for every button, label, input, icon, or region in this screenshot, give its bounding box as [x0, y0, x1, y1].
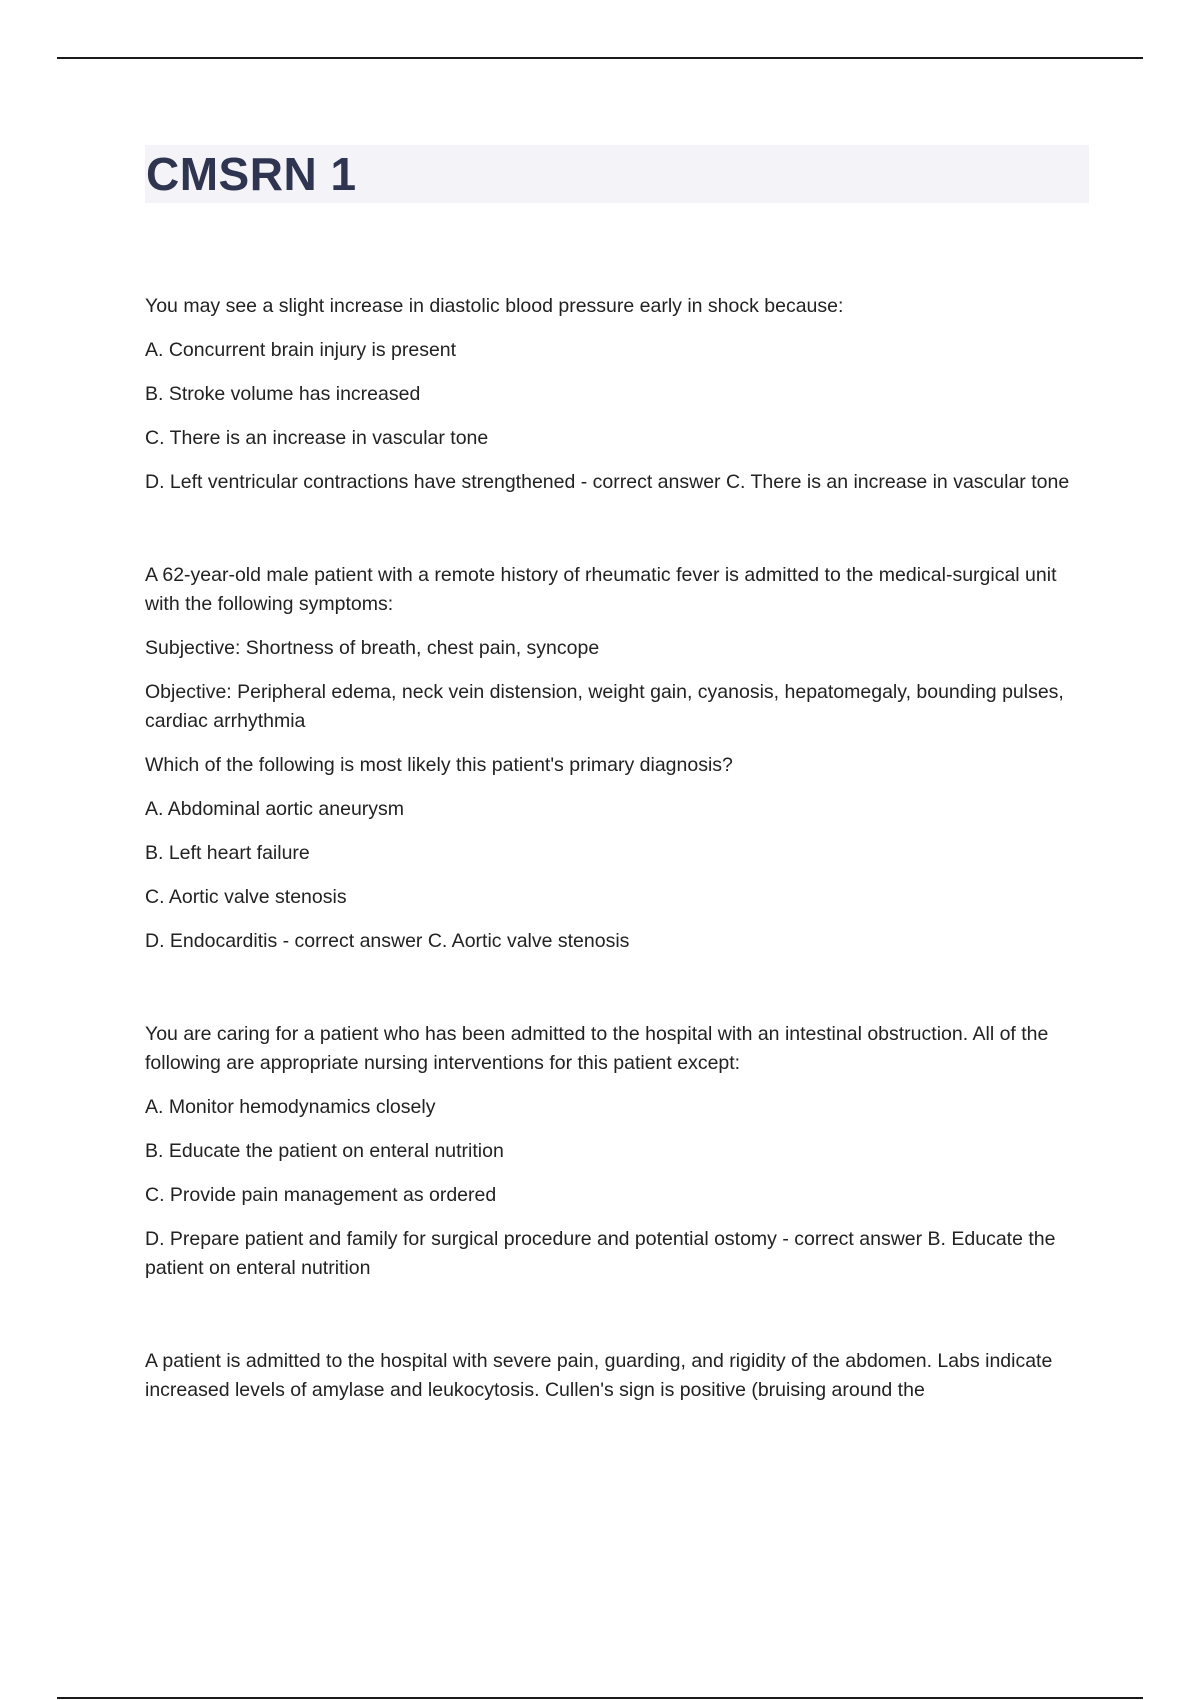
question-block — [145, 1020, 1075, 1283]
answer-option: C. Aortic valve stenosis — [145, 886, 347, 908]
answer-option-with-key: D. Endocarditis - correct answer C. Aortic valve stenosis — [145, 930, 630, 952]
question-block — [145, 1347, 1075, 1405]
question-block — [145, 561, 1075, 956]
answer-option: A. Monitor hemodynamics closely — [145, 1096, 436, 1118]
top-rule — [57, 57, 1143, 59]
answer-option: B. Educate the patient on enteral nutrition — [145, 1140, 504, 1162]
question-block — [145, 292, 1075, 497]
question-stem: You may see a slight increase in diastolic blood pressure early in shock because: — [145, 295, 844, 317]
answer-option: B. Left heart failure — [145, 842, 310, 864]
answer-option-with-key: D. Prepare patient and family for surgical procedure and potential ostomy - correct answer B. Educate the patient on enteral nutrition — [145, 1228, 1056, 1279]
answer-option: A. Concurrent brain injury is present — [145, 339, 457, 361]
answer-option: A. Abdominal aortic aneurysm — [145, 798, 405, 820]
answer-option: C. Provide pain management as ordered — [145, 1184, 497, 1206]
answer-option: C. There is an increase in vascular tone — [145, 427, 489, 449]
question-stem: You are caring for a patient who has been admitted to the hospital with an intestinal obstruction. All of the following are appropriate nursing interventions for this patient except: — [145, 1023, 1049, 1074]
answer-option: B. Stroke volume has increased — [145, 383, 421, 405]
question-prompt: Which of the following is most likely this patient's primary diagnosis? — [145, 754, 733, 776]
question-stem: A patient is admitted to the hospital with severe pain, guarding, and rigidity of the abdomen. Labs indicate increased levels of amylase and leukocytosis. Cullen's sign is positive (bruising around the — [145, 1350, 1053, 1401]
document-body — [145, 292, 1075, 1469]
question-detail: Objective: Peripheral edema, neck vein distension, weight gain, cyanosis, hepatomegaly, bounding pulses, cardiac arrhythmia — [145, 681, 1064, 732]
answer-option-with-key: D. Left ventricular contractions have strengthened - correct answer C. There is an increase in vascular tone — [145, 471, 1070, 493]
bottom-rule — [57, 1697, 1143, 1699]
document-title: CMSRN 1 — [146, 148, 357, 200]
question-detail: Subjective: Shortness of breath, chest pain, syncope — [145, 637, 600, 659]
question-stem: A 62-year-old male patient with a remote history of rheumatic fever is admitted to the medical-surgical unit with the following symptoms: — [145, 564, 1057, 615]
